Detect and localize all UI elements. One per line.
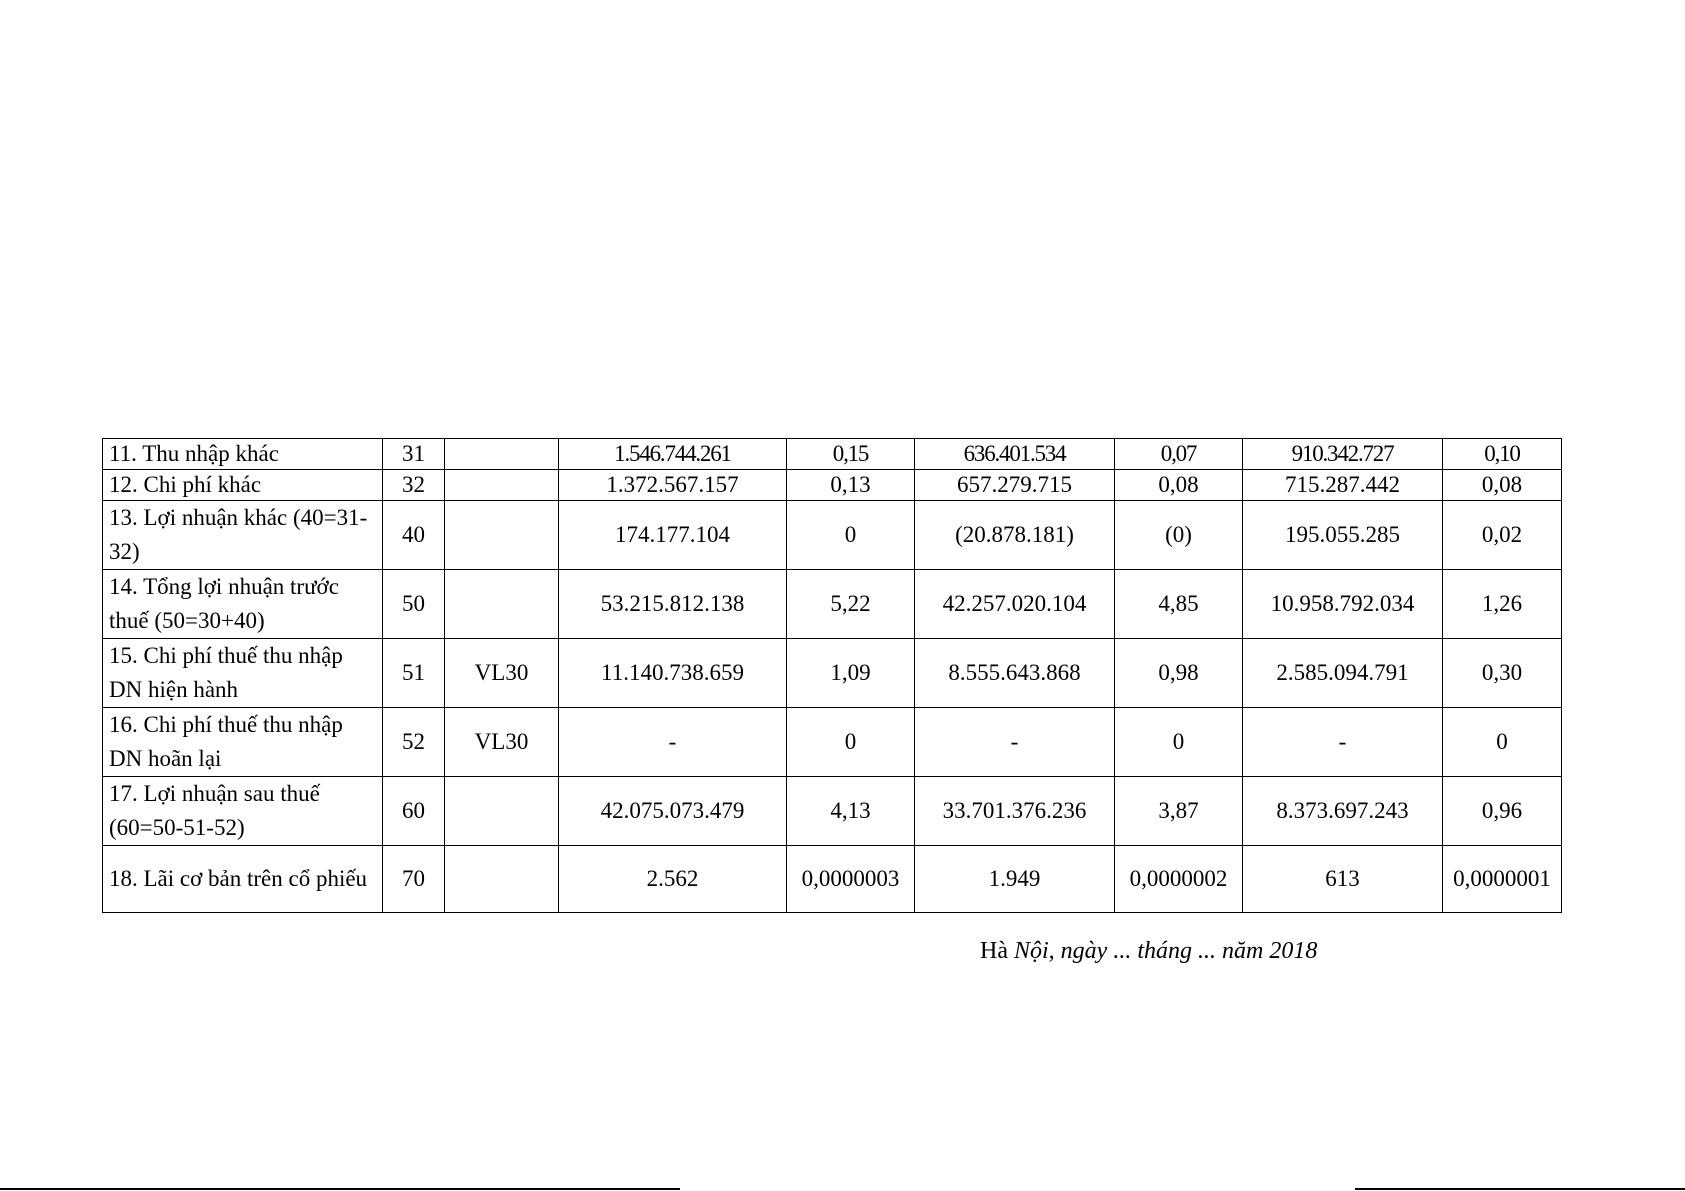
value-2017: 53.215.812.138: [559, 570, 787, 639]
row-code: 60: [383, 777, 445, 846]
table-row: [103, 639, 1562, 708]
table-row: [103, 846, 1562, 913]
value-2017: 11.140.738.659: [559, 639, 787, 708]
percent-2016: 0,0000002: [1115, 846, 1243, 913]
value-2016: (20.878.181): [915, 501, 1115, 570]
place-and-date: [980, 938, 1317, 965]
percent-2016: 0,98: [1115, 639, 1243, 708]
percent-2017: 0: [787, 708, 915, 777]
value-2016: 1.949: [915, 846, 1115, 913]
row-code: 70: [383, 846, 445, 913]
row-name: 16. Chi phí thuế thu nhập DN hoãn lại: [103, 708, 383, 777]
percent-2017: 4,13: [787, 777, 915, 846]
row-code: 31: [383, 439, 445, 470]
row-code: 52: [383, 708, 445, 777]
value-2015: 2.585.094.791: [1243, 639, 1443, 708]
value-2015: 715.287.442: [1243, 470, 1443, 501]
date-line: Nội, ngày ... tháng ... năm 2018: [1013, 938, 1318, 964]
percent-2016: 3,87: [1115, 777, 1243, 846]
percent-2015: 0,02: [1443, 501, 1562, 570]
table-row: [103, 501, 1562, 570]
value-2017: 1.546.744.261: [559, 439, 787, 470]
value-2016: 33.701.376.236: [915, 777, 1115, 846]
row-note: [445, 501, 559, 570]
percent-2016: 0,08: [1115, 470, 1243, 501]
value-2016: 8.555.643.868: [915, 639, 1115, 708]
row-note: [445, 470, 559, 501]
row-note: [445, 439, 559, 470]
row-code: 40: [383, 501, 445, 570]
percent-2017: 1,09: [787, 639, 915, 708]
percent-2015: 0,0000001: [1443, 846, 1562, 913]
percent-2015: 0,30: [1443, 639, 1562, 708]
value-2016: 657.279.715: [915, 470, 1115, 501]
value-2017: 42.075.073.479: [559, 777, 787, 846]
percent-2015: 0,10: [1443, 439, 1562, 470]
percent-2017: 0,15: [787, 439, 915, 470]
row-name: 17. Lợi nhuận sau thuế (60=50-51-52): [103, 777, 383, 846]
income-statement-table: [102, 438, 1562, 913]
table-row: [103, 708, 1562, 777]
percent-2016: 0: [1115, 708, 1243, 777]
percent-2015: 0,96: [1443, 777, 1562, 846]
row-note: VL30: [445, 708, 559, 777]
row-note: [445, 570, 559, 639]
table-row: [103, 777, 1562, 846]
value-2017: -: [559, 708, 787, 777]
table-row: [103, 439, 1562, 470]
row-name: 15. Chi phí thuế thu nhập DN hiện hành: [103, 639, 383, 708]
row-note: VL30: [445, 639, 559, 708]
value-2015: -: [1243, 708, 1443, 777]
row-name: 18. Lãi cơ bản trên cổ phiếu: [103, 846, 383, 913]
row-note: [445, 846, 559, 913]
percent-2016: 4,85: [1115, 570, 1243, 639]
table-row: [103, 470, 1562, 501]
percent-2016: 0,07: [1115, 439, 1243, 470]
row-name: 14. Tổng lợi nhuận trước thuế (50=30+40): [103, 570, 383, 639]
footer-rule-right: [1355, 1188, 1685, 1190]
percent-2017: 5,22: [787, 570, 915, 639]
table-row: [103, 570, 1562, 639]
percent-2017: 0,0000003: [787, 846, 915, 913]
row-name: 12. Chi phí khác: [103, 470, 383, 501]
percent-2017: 0,13: [787, 470, 915, 501]
row-code: 51: [383, 639, 445, 708]
value-2017: 2.562: [559, 846, 787, 913]
row-code: 32: [383, 470, 445, 501]
value-2015: 10.958.792.034: [1243, 570, 1443, 639]
value-2017: 1.372.567.157: [559, 470, 787, 501]
value-2016: -: [915, 708, 1115, 777]
percent-2016: (0): [1115, 501, 1243, 570]
percent-2015: 0: [1443, 708, 1562, 777]
value-2015: 8.373.697.243: [1243, 777, 1443, 846]
percent-2015: 0,08: [1443, 470, 1562, 501]
value-2015: 613: [1243, 846, 1443, 913]
place-prefix: Hà: [980, 938, 1014, 964]
value-2015: 910.342.727: [1243, 439, 1443, 470]
row-code: 50: [383, 570, 445, 639]
percent-2015: 1,26: [1443, 570, 1562, 639]
footer-rule-left: [0, 1188, 680, 1190]
value-2016: 636.401.534: [915, 439, 1115, 470]
row-name: 11. Thu nhập khác: [103, 439, 383, 470]
value-2016: 42.257.020.104: [915, 570, 1115, 639]
row-note: [445, 777, 559, 846]
row-name: 13. Lợi nhuận khác (40=31-32): [103, 501, 383, 570]
value-2015: 195.055.285: [1243, 501, 1443, 570]
value-2017: 174.177.104: [559, 501, 787, 570]
percent-2017: 0: [787, 501, 915, 570]
